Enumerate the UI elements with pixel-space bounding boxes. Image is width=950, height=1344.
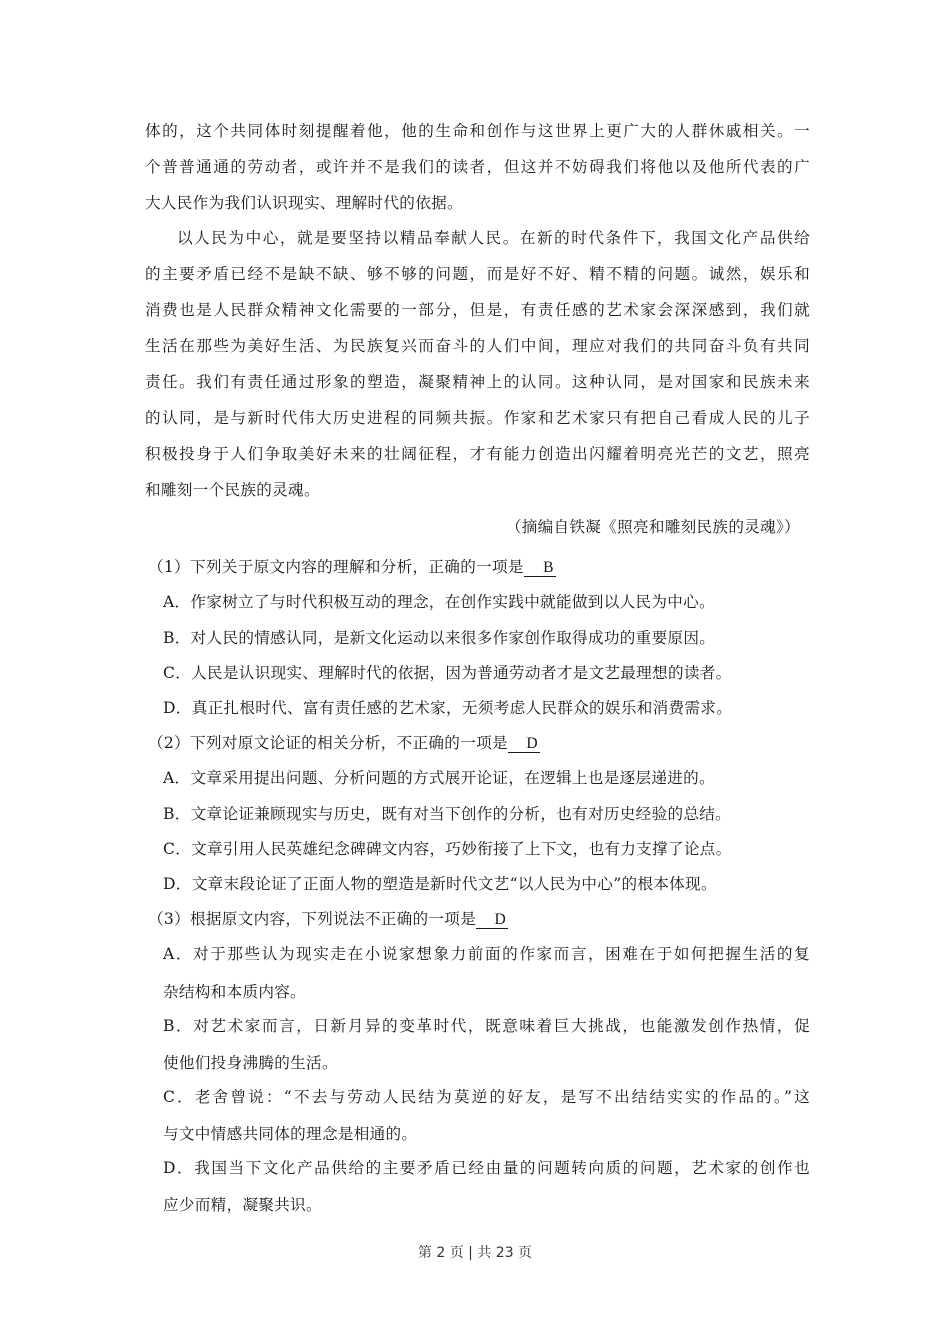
passage-line: 以人民为中心，就是要坚持以精品奉献人民。在新的时代条件下，我国文化产品供给	[177, 229, 810, 247]
option-line: B．对人民的情感认同，是新文化运动以来很多作家创作取得成功的重要原因。	[163, 629, 716, 647]
passage-line: 生活在那些为美好生活、为民族复兴而奋斗的人们中间，理应对我们的共同奋斗负有共同	[145, 337, 810, 355]
option-line-cont: 杂结构和本质内容。	[163, 983, 307, 1001]
option-line: A．作家树立了与时代积极互动的理念，在创作实践中就能做到以人民为中心。	[163, 593, 715, 611]
question-text: （1）下列关于原文内容的理解和分析，正确的一项是	[148, 558, 524, 576]
option-line: D．文章末段论证了正面人物的塑造是新时代文艺“以人民为中心”的根本体现。	[163, 875, 717, 893]
passage-line: 的主要矛盾已经不是缺不缺、够不够的问题，而是好不好、精不精的问题。诚然，娱乐和	[145, 265, 810, 283]
option-line: C．老舍曾说：“不去与劳动人民结为莫逆的好友，是写不出结结实实的作品的。”这	[163, 1088, 810, 1106]
passage-line: 体的，这个共同体时刻提醒着他，他的生命和创作与这世界上更广大的人群休戚相关。一	[145, 122, 810, 140]
answer-blank: D	[508, 735, 540, 753]
passage-line: 个普普通通的劳动者，或许并不是我们的读者，但这并不妨碍我们将他以及他所代表的广	[145, 158, 810, 176]
passage-line: 积极投身于人们争取美好未来的壮阔征程，才有能力创造出闪耀着明亮光芒的文艺，照亮	[145, 445, 810, 463]
passage-line: 和雕刻一个民族的灵魂。	[145, 481, 320, 499]
answer-blank: B	[524, 559, 556, 577]
passage-line: 责任。我们有责任通过形象的塑造，凝聚精神上的认同。这种认同，是对国家和民族未来	[145, 373, 810, 391]
passage-source: （摘编自铁凝《照亮和雕刻民族的灵魂》）	[505, 518, 800, 536]
question-stem	[148, 733, 813, 753]
option-line: C．文章引用人民英雄纪念碑碑文内容，巧妙衔接了上下文，也有力支撑了论点。	[163, 840, 732, 858]
question-text: （2）下列对原文论证的相关分析，不正确的一项是	[148, 734, 508, 752]
question-stem	[148, 909, 813, 929]
answer-blank: D	[476, 911, 508, 929]
passage-line: 大人民作为我们认识现实、理解时代的依据。	[145, 194, 463, 212]
option-line-cont: 应少而精，凝聚共识。	[163, 1196, 322, 1214]
page-footer: 第 2 页 | 共 23 页	[417, 1245, 533, 1261]
option-line: D．我国当下文化产品供给的主要矛盾已经由量的问题转向质的问题，艺术家的创作也	[163, 1159, 810, 1177]
question-stem	[148, 557, 813, 577]
option-line-cont: 使他们投身沸腾的生活。	[163, 1054, 338, 1072]
passage-line: 消费也是人民群众精神文化需要的一部分，但是，有责任感的艺术家会深深感到，我们就	[145, 301, 810, 319]
option-line: A．文章采用提出问题、分析问题的方式展开论证，在逻辑上也是逐层递进的。	[163, 769, 715, 787]
option-line: B．对艺术家而言，日新月异的变革时代，既意味着巨大挑战，也能激发创作热情，促	[163, 1017, 810, 1035]
option-line: C．人民是认识现实、理解时代的依据，因为普通劳动者才是文艺最理想的读者。	[163, 664, 732, 682]
option-line: A．对于那些认为现实走在小说家想象力前面的作家而言，困难在于如何把握生活的复	[163, 945, 810, 963]
passage-line: 的认同，是与新时代伟大历史进程的同频共振。作家和艺术家只有把自己看成人民的儿子	[145, 409, 810, 427]
option-line: B．文章论证兼顾现实与历史，既有对当下创作的分析，也有对历史经验的总结。	[163, 805, 732, 823]
question-text: （3）根据原文内容，下列说法不正确的一项是	[148, 910, 477, 928]
option-line-cont: 与文中情感共同体的理念是相通的。	[163, 1125, 418, 1143]
option-line: D．真正扎根时代、富有责任感的艺术家，无须考虑人民群众的娱乐和消费需求。	[163, 699, 733, 717]
